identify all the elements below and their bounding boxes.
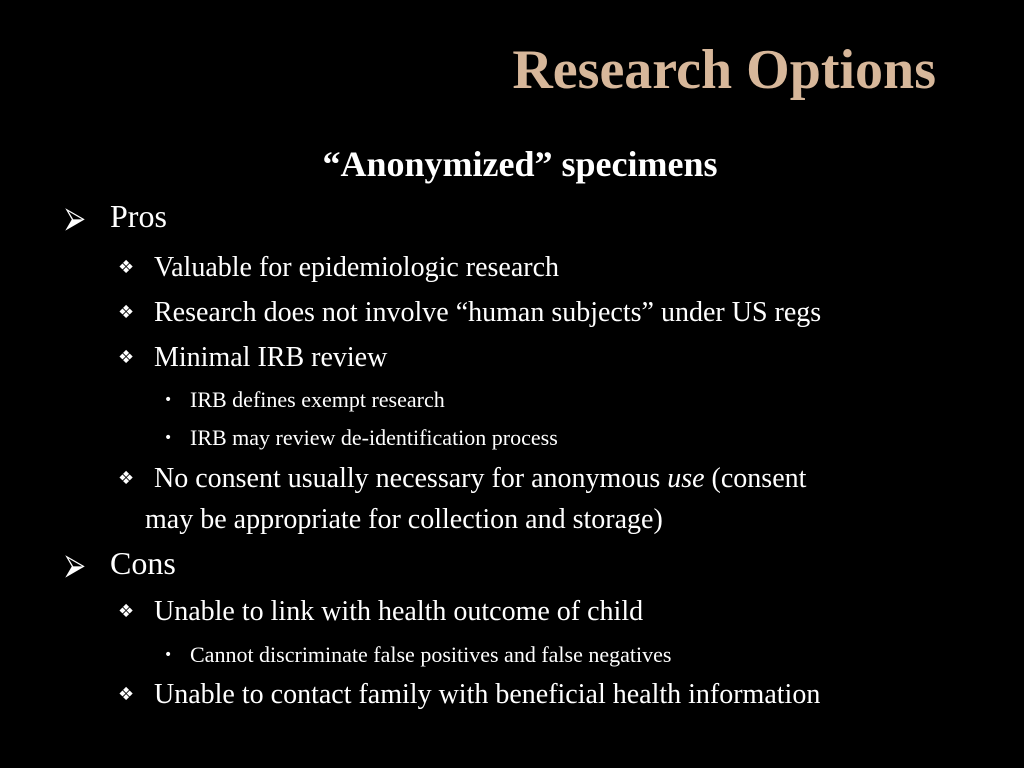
diamond-cluster-bullet-icon: ❖ <box>118 347 135 368</box>
bullet-text: Cannot discriminate false positives and false negatives <box>190 642 672 667</box>
arrowhead-bullet-icon: ⮚ <box>65 548 85 581</box>
pros-item-valuable <box>118 252 559 284</box>
consent-text-before: No consent usually necessary for anonymous <box>154 463 668 494</box>
bullet-text: IRB defines exempt research <box>190 387 445 412</box>
slide-subtitle: “Anonymized” specimens <box>322 144 718 184</box>
bullet-pros <box>65 198 167 235</box>
arrowhead-bullet-icon: ⮚ <box>65 201 85 234</box>
irb-subitem-deidentification <box>164 425 558 451</box>
bullet-cons <box>65 545 176 582</box>
bullet-label: Pros <box>110 198 167 234</box>
irb-subitem-exempt <box>164 387 445 413</box>
consent-text-after: (consent <box>704 463 807 494</box>
pros-item-consent <box>118 460 998 539</box>
slide-title: Research Options <box>512 39 936 101</box>
bullet-text: Unable to link with health outcome of child <box>154 596 644 627</box>
diamond-cluster-bullet-icon: ❖ <box>118 468 135 489</box>
cons-item-contact-family <box>118 679 820 711</box>
diamond-cluster-bullet-icon: ❖ <box>118 601 135 622</box>
diamond-cluster-bullet-icon: ❖ <box>118 257 135 278</box>
bullet-text: Minimal IRB review <box>154 342 388 373</box>
dot-bullet-icon: • <box>164 392 173 408</box>
pros-item-human-subjects <box>118 297 821 329</box>
dot-bullet-icon: • <box>164 647 173 663</box>
bullet-text: IRB may review de-identification process <box>190 425 558 450</box>
dot-bullet-icon: • <box>164 430 173 446</box>
consent-text-continuation: may be appropriate for collection and storage) <box>145 504 663 535</box>
cons-subitem-false-results <box>164 642 671 668</box>
diamond-cluster-bullet-icon: ❖ <box>118 302 135 323</box>
consent-text-emphasis: use <box>667 463 705 494</box>
pros-item-irb-review <box>118 342 387 374</box>
bullet-text: Research does not involve “human subjects” under US regs <box>154 297 822 328</box>
bullet-label: Cons <box>110 545 176 581</box>
cons-item-health-outcome <box>118 596 643 628</box>
bullet-text: Valuable for epidemiologic research <box>154 252 560 283</box>
bullet-text: Unable to contact family with beneficial health information <box>154 679 821 710</box>
diamond-cluster-bullet-icon: ❖ <box>118 684 135 705</box>
